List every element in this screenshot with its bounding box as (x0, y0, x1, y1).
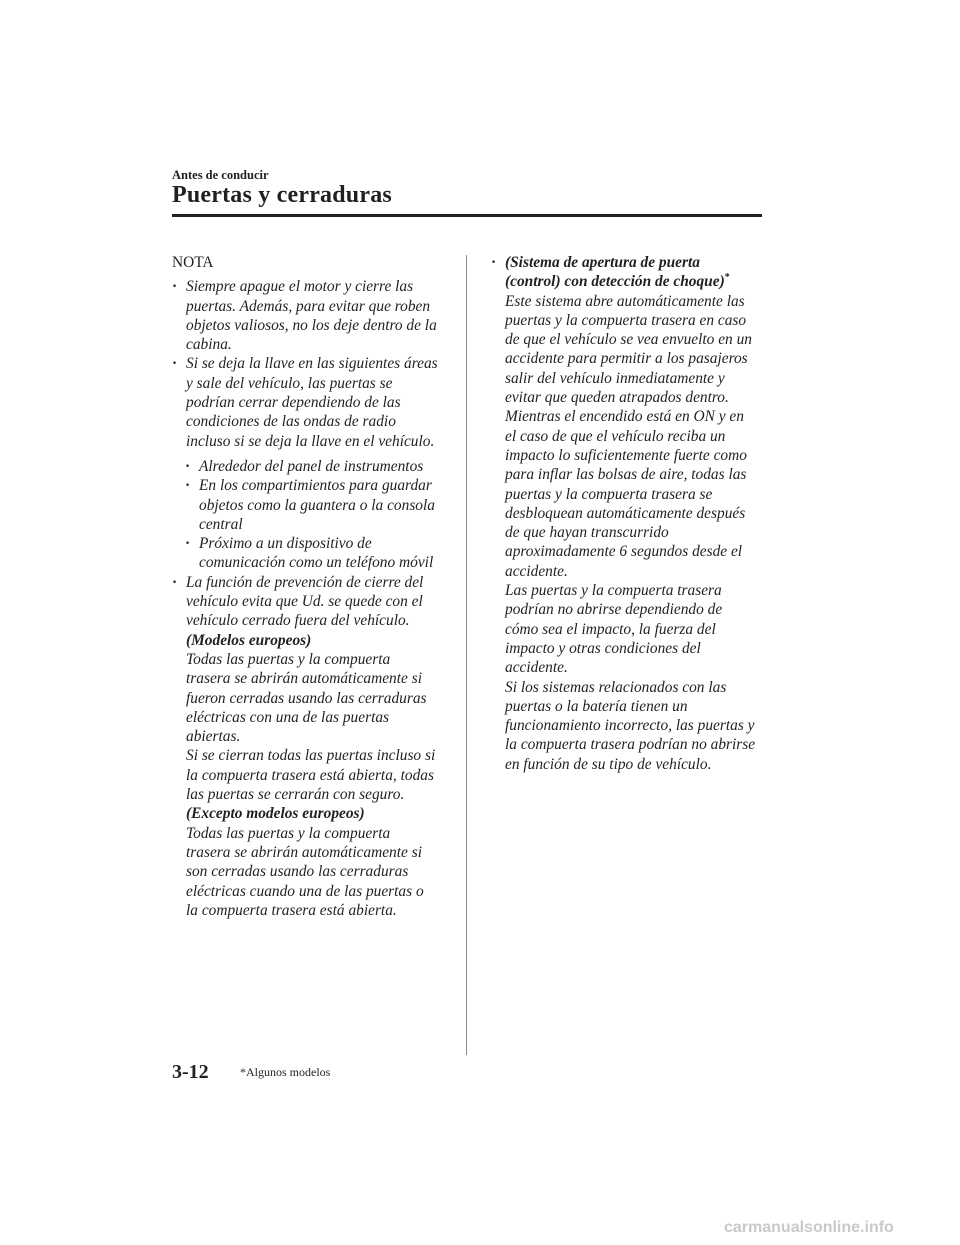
right-column (487, 253, 767, 774)
text-line: · Próximo a un dispositivo de (199, 535, 372, 553)
text-line: Si se cierran todas las puertas incluso si (186, 747, 436, 765)
text-line: objetos valiosos, no los deje dentro de la (186, 316, 437, 334)
text-line: · En los compartimientos para guardar (199, 477, 432, 495)
sub-bullet-item (168, 457, 453, 476)
text-line: impacto lo suficientemente fuerte como (505, 446, 747, 464)
crash-unlock-heading (505, 253, 767, 292)
footnote: *Algunos modelos (240, 1065, 331, 1079)
text-line: · Alrededor del panel de instrumentos (199, 457, 424, 475)
text-line: en función de su tipo de vehículo. (505, 755, 712, 773)
non-european-models-text (186, 824, 453, 920)
european-models-text (186, 650, 453, 804)
text-line: accidente. (505, 562, 568, 580)
non-european-models-heading: (Excepto modelos europeos) (186, 805, 365, 823)
text-line: · Si se deja la llave en las siguientes áreas (186, 355, 438, 373)
text-line: eléctricas con una de las puertas (186, 708, 390, 726)
text-line: las puertas se cerrarán con seguro. (186, 786, 405, 804)
text-line: Todas las puertas y la compuerta (186, 650, 391, 668)
crash-unlock-text (505, 292, 767, 774)
text-line: Todas las puertas y la compuerta (186, 824, 391, 842)
section-label: Antes de conducir (172, 168, 269, 182)
bullet-item (168, 573, 453, 920)
text-line: puertas y la compuerta trasera en caso (505, 311, 747, 329)
text-line: para inflar las bolsas de aire, todas las (505, 466, 747, 484)
page-number: 3-12 (172, 1061, 209, 1083)
text-line: de que el vehículo se vea envuelto en un (505, 331, 752, 349)
some-models-mark: * (724, 272, 730, 284)
text-line: y sale del vehículo, las puertas se (186, 374, 393, 392)
bullet-item (487, 253, 767, 774)
european-models-heading: (Modelos europeos) (186, 631, 312, 649)
sub-bullet-item (168, 534, 453, 573)
text-line: aproximadamente 6 segundos desde el (505, 543, 743, 561)
text-line: · Siempre apague el motor y cierre las (186, 278, 414, 296)
watermark-link[interactable]: carmanualsonline.info (724, 1219, 894, 1236)
text-line: Este sistema abre automáticamente las (505, 292, 745, 310)
bullet-text (186, 573, 453, 631)
text-line: puertas o la batería tienen un (505, 697, 688, 715)
title-rule (172, 214, 762, 217)
text-line: comunicación como un teléfono móvil (199, 554, 434, 572)
note-label: NOTA (172, 254, 214, 271)
column-divider (466, 255, 467, 1055)
text-line: vehículo cerrado fuera del vehículo. (186, 612, 410, 630)
text-line: impacto y otras condiciones del (505, 639, 701, 657)
text-line: Las puertas y la compuerta trasera (505, 582, 722, 600)
text-line: objetos como la guantera o la consola (199, 496, 435, 514)
text-line: la compuerta trasera está abierta, todas (186, 766, 434, 784)
text-line: trasera se abrirán automáticamente si (186, 670, 422, 688)
left-column (168, 253, 453, 920)
text-line: trasera se abrirán automáticamente si (186, 843, 422, 861)
text-line: fueron cerradas usando las cerraduras (186, 689, 427, 707)
text-line: accidente para permitir a los pasajeros (505, 350, 748, 368)
text-line: podrían cerrar dependiendo de las (186, 394, 401, 412)
text-line: abiertas. (186, 728, 241, 746)
bullet-item (168, 277, 453, 354)
text-line: son cerradas usando las cerraduras (186, 863, 409, 881)
text-line: cabina. (186, 336, 232, 354)
heading-line-2: (control) con detección de choque) (505, 273, 725, 291)
text-line: la compuerta trasera está abierta. (186, 901, 397, 919)
text-line: incluso si se deja la llave en el vehículo. (186, 432, 435, 450)
text-line: evitar que queden atrapados dentro. (505, 389, 729, 407)
heading-line-1: (Sistema de apertura de puerta (505, 254, 700, 271)
text-line: de que hayan transcurrido (505, 524, 669, 542)
text-line: eléctricas cuando una de las puertas o (186, 882, 424, 900)
text-line: accidente. (505, 659, 568, 677)
sub-bullet-list (168, 457, 453, 573)
text-line: · La función de prevención de cierre del (186, 573, 424, 591)
text-line: condiciones de las ondas de radio (186, 413, 396, 431)
page-title: Puertas y cerraduras (172, 182, 392, 208)
text-line: podrían no abrirse dependiendo de (505, 601, 723, 619)
text-line: Si los sistemas relacionados con las (505, 678, 727, 696)
text-line: Mientras el encendido está en ON y en (505, 408, 744, 426)
sub-bullet-item (168, 476, 453, 534)
text-line: desbloquean automáticamente después (505, 504, 746, 522)
bullet-item (168, 354, 453, 450)
text-line: el caso de que el vehículo reciba un (505, 427, 726, 445)
text-line: salir del vehículo inmediatamente y (505, 369, 725, 387)
text-line: funcionamiento incorrecto, las puertas y (505, 717, 755, 735)
text-line: puertas y la compuerta trasera se (505, 485, 713, 503)
text-line: central (199, 515, 243, 533)
text-line: cómo sea el impacto, la fuerza del (505, 620, 716, 638)
text-line: puertas. Además, para evitar que roben (186, 297, 431, 315)
text-line: la compuerta trasera podrían no abrirse (505, 736, 756, 754)
text-line: vehículo evita que Ud. se quede con el (186, 593, 423, 611)
